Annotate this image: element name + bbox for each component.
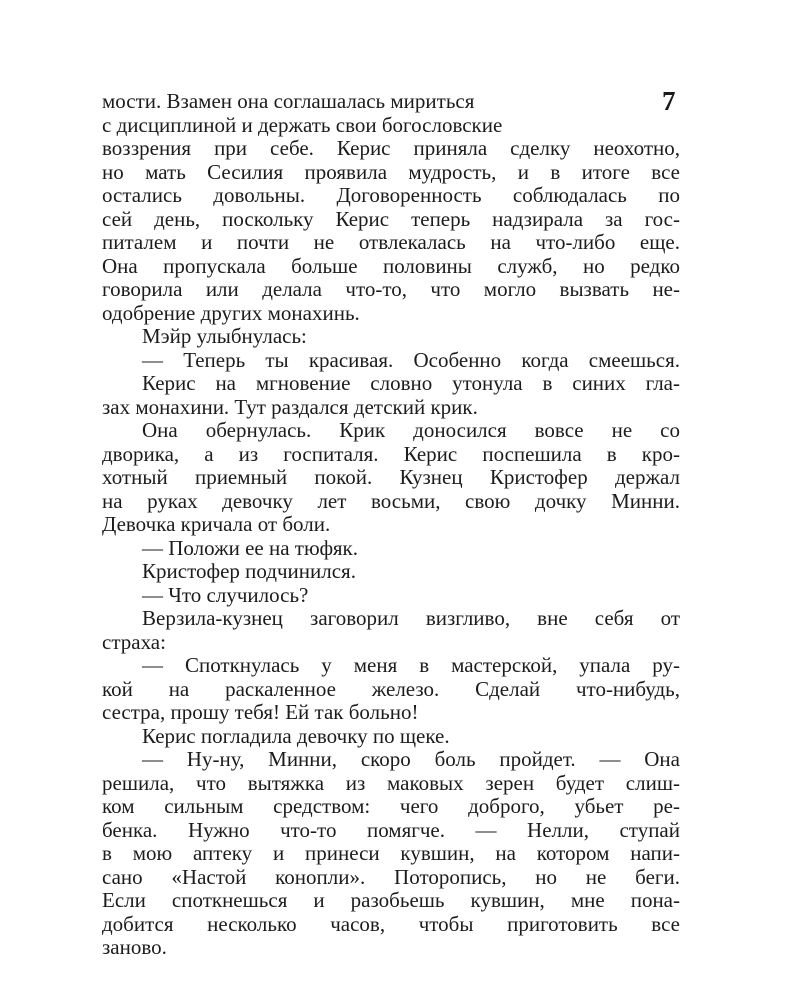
text-line: зах монахини. Тут раздался детский крик. [102, 395, 478, 419]
text-line: сано «Настой конопли». Поторопись, но не беги. [102, 865, 680, 889]
text-line: — Положи ее на тюфяк. [142, 536, 358, 560]
text-line: Девочка кричала от боли. [102, 513, 331, 536]
text-line: ком сильным средством: чего доброго, убьет ре- [102, 795, 680, 818]
text-line: Керис на мгновение словно утонула в синих гла- [142, 372, 680, 395]
text-line: бенка. Нужно что-то помягче. — Нелли, ступай [102, 818, 680, 842]
text-line: Мэйр улыбнулась: [142, 325, 307, 348]
text-line: в мою аптеку и принеси кувшин, на котором напи- [102, 842, 680, 865]
text-line: — Споткнулась у меня в мастерской, упала ру- [142, 654, 680, 677]
text-line: но мать Сесилия проявила мудрость, и в итоге все [102, 160, 680, 184]
text-line: сестра, прошу тебя! Ей так больно! [102, 701, 419, 724]
text-line: воззрения при себе. Керис приняла сделку неохотно, [102, 137, 680, 160]
text-line: с дисциплиной и держать свои богословские [102, 113, 503, 137]
text-line: одобрение других монахинь. [102, 301, 360, 325]
text-line: остались довольны. Договоренность соблюдалась по [102, 184, 680, 207]
text-line: Она обернулась. Крик доносился вовсе не со [142, 419, 680, 442]
text-line: добится несколько часов, чтобы приготовить все [102, 912, 680, 936]
text-line: мости. Взамен она соглашалась мириться [102, 90, 475, 113]
text-line: страха: [102, 630, 166, 654]
text-line: говорила или делала что-то, что могло вызвать не- [102, 278, 680, 301]
text-line: Верзила-кузнец заговорил визгливо, вне себя от [142, 607, 680, 630]
text-line: Если споткнешься и разобьешь кувшин, мне пона- [102, 889, 680, 912]
text-line: Керис погладила девочку по щеке. [142, 724, 450, 748]
text-line: хотный приемный покой. Кузнец Кристофер держал [102, 466, 680, 489]
text-line: Она пропускала больше половины служб, но редко [102, 254, 680, 278]
text-line: сей день, поскольку Керис теперь надзирала за гос- [102, 207, 680, 231]
text-line: кой на раскаленное железо. Сделай что-нибудь, [102, 677, 680, 701]
text-line: питалем и почти не отвлекалась на что-либо еще. [102, 231, 680, 254]
text-line: Кристофер подчинился. [142, 560, 356, 583]
text-line: на руках девочку лет восьми, свою дочку Минни. [102, 489, 680, 513]
page-number: 7 [662, 86, 676, 116]
text-line: — Что случилось? [142, 583, 309, 607]
text-line: — Ну-ну, Минни, скоро боль пройдет. — Она [142, 748, 680, 771]
text-body [102, 86, 680, 960]
text-line: решила, что вытяжка из маковых зерен будет слиш- [102, 771, 680, 795]
text-line: — Теперь ты красивая. Особенно когда смеешься. [142, 348, 680, 372]
text-line: заново. [102, 936, 167, 959]
text-line: дворика, а из госпиталя. Керис поспешила в кро- [102, 442, 680, 466]
